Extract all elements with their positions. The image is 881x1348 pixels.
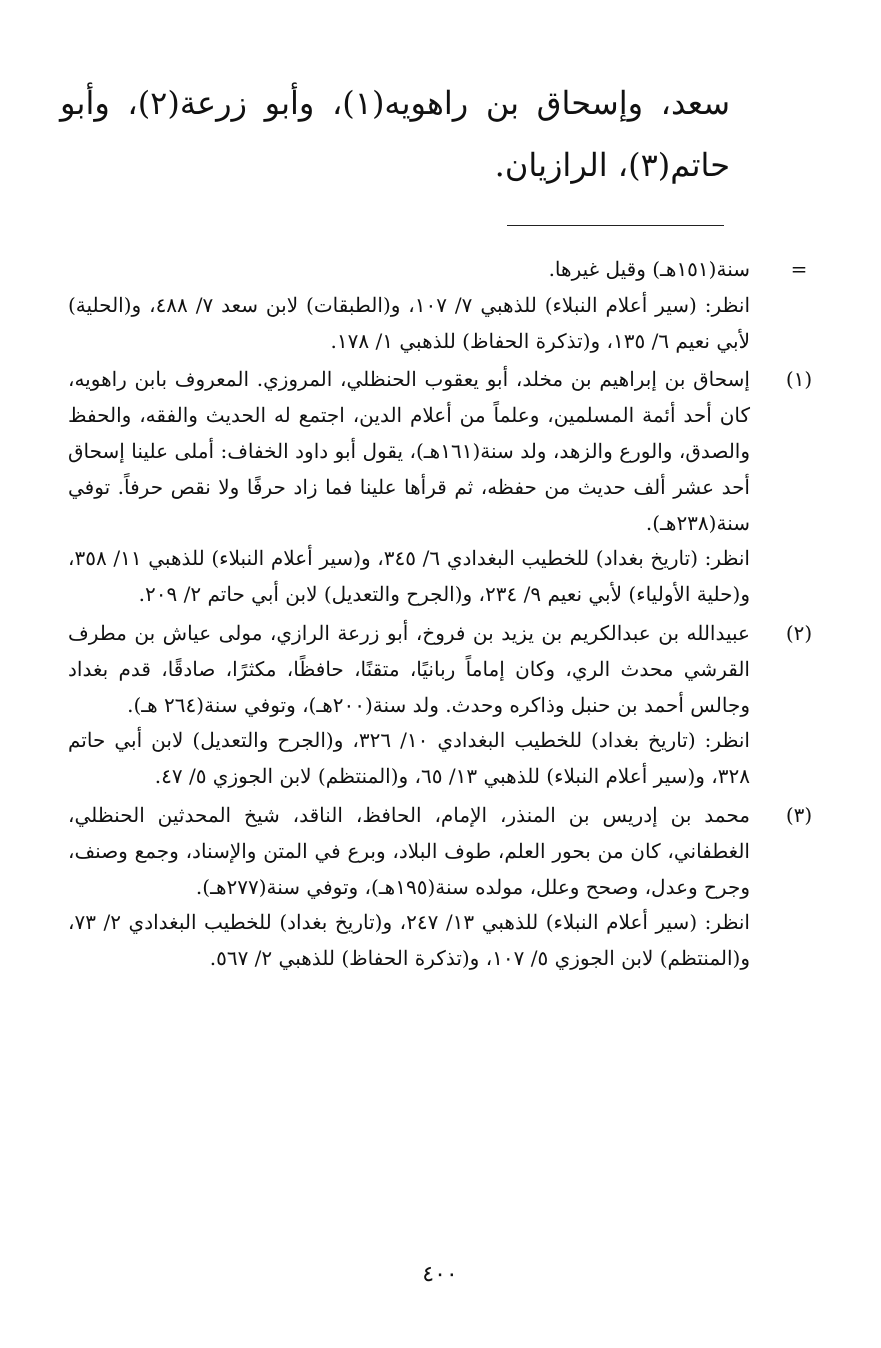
footnote-1 — [68, 362, 830, 613]
footnote-reference: انظر: (سير أعلام النبلاء) للذهبي ١٣/ ٢٤٧، و(تاريخ بغداد) للخطيب البغدادي ٢/ ٧٣، و(المنتظم) لابن الجوزي ٥/ ١٠٧، و(تذكرة الحفاظ) للذهبي ٢/ ٥٦٧. — [68, 910, 750, 971]
footnote-3 — [68, 798, 830, 977]
footnote-reference: انظر: (تاريخ بغداد) للخطيب البغدادي ٦/ ٣٤٥، و(سير أعلام النبلاء) للذهبي ١١/ ٣٥٨، و(حلية الأولياء) لأبي نعيم ٩/ ٢٣٤، و(الجرح والتعديل) لابن أبي حاتم ٢/ ٢٠٩. — [68, 546, 750, 607]
footnote-text: محمد بن إدريس بن المنذر، الإمام، الحافظ، الناقد، شيخ المحدثين الحنظلي، الغطفاني، كان من بحور العلم، طوف البلاد، وبرع في المتن والإسناد، وجمع وصنف، وجرح وعدل، وصحح وعلل، مولده سنة(١٩٥هـ)، وتوفي سنة(٢٧٧هـ). — [68, 802, 750, 899]
footnote-reference: انظر: (سير أعلام النبلاء) للذهبي ٧/ ١٠٧، و(الطبقات) لابن سعد ٧/ ٤٨٨، و(الحلية) لأبي نعيم ٦/ ١٣٥، و(تذكرة الحفاظ) للذهبي ١/ ١٧٨. — [68, 292, 751, 353]
footnote-marker: (١) — [785, 367, 813, 392]
footnote-continuation — [68, 252, 830, 359]
footnote-marker: (٢) — [785, 620, 813, 645]
footnote-marker: = — [790, 257, 808, 281]
main-text-paragraph: سعد، وإسحاق بن راهويه(١)، وأبو زرعة(٢)، وأبو حاتم(٣)، الرازيان. — [60, 84, 730, 184]
footnote-2 — [68, 616, 830, 795]
footnote-divider — [507, 225, 724, 226]
footnote-text: إسحاق بن إبراهيم بن مخلد، أبو يعقوب الحنظلي، المروزي. المعروف بابن راهويه، كان أحد أئمة المسلمين، وعلماً من أعلام الدين، اجتمع له الحديث والفقه، والحفظ والصدق، والورع والزهد، ولد سنة(١٦١هـ)، يقول أبو داود الخفاف: أملى علينا إسحاق أحد عشر ألف حديث من حفظه، ثم قرأها علينا فما زاد حرفًا ولا نقص حرفاً. توفي سنة(٢٣٨هـ). — [68, 367, 750, 535]
page-number: ٤٠٠ — [422, 1262, 458, 1287]
footnote-reference: انظر: (تاريخ بغداد) للخطيب البغدادي ١٠/ ٣٢٦، و(الجرح والتعديل) لابن أبي حاتم ٣٢٨، و(سير أعلام النبلاء) للذهبي ١٣/ ٦٥، و(المنتظم) لابن الجوزي ٥/ ٤٧. — [68, 728, 750, 789]
footnote-marker: (٣) — [785, 802, 813, 827]
footnote-text: سنة(١٥١هـ) وقيل غيرها. — [548, 257, 750, 281]
footnote-text: عبيدالله بن عبدالكريم بن يزيد بن فروخ، أبو زرعة الرازي، مولى عياش بن مطرف القرشي محدث الري، وكان إماماً ربانيًا، متقنًا، حافظًا، مكثرًا، صادقًا، قدم بغداد وجالس أحمد بن حنبل وذاكره وحدث. ولد سنة(٢٠٠هـ)، وتوفي سنة(٢٦٤ هـ). — [68, 620, 750, 717]
footnotes-section — [68, 252, 830, 977]
